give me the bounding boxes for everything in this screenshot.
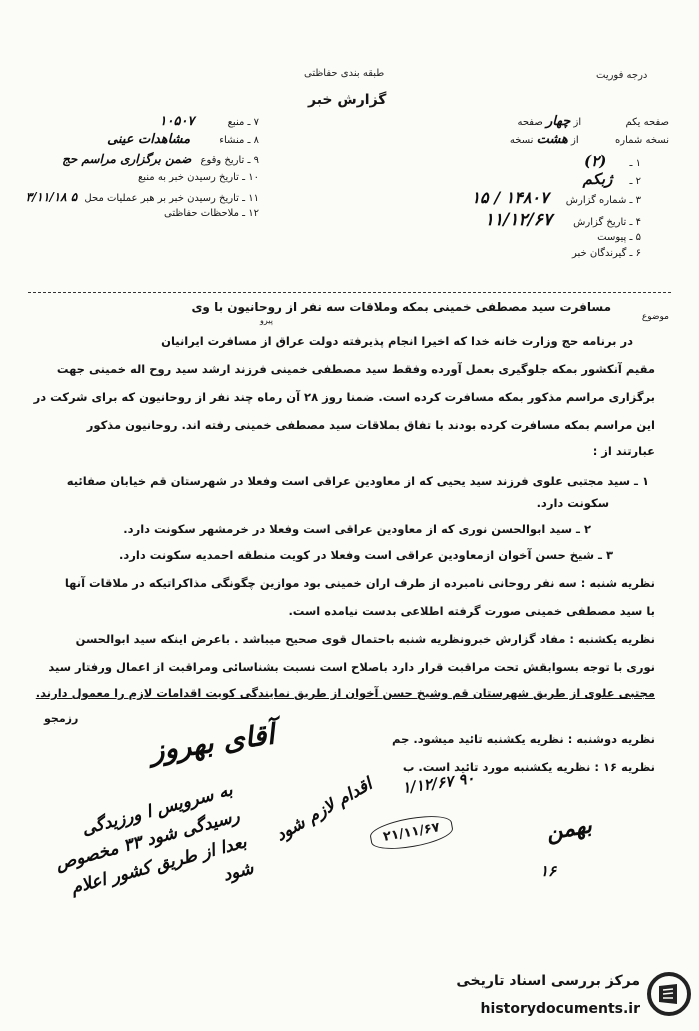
list-item: ۲ ـ سید ابوالحسن نوری که از معاودین عراقی است وفعلا در خرمشهر سکونت دارد. xyxy=(123,522,591,536)
classification-label: طبقه بندی حفاظتی xyxy=(304,68,385,79)
priority-label: درجه فوریت xyxy=(596,70,648,81)
list-item: سکونت دارد. xyxy=(536,496,609,510)
initials-rzmjoo: رزمجو xyxy=(44,712,79,725)
commentary-line: مجتبی علوی از طریق شهرستان قم وشیخ حسن آخوان از طریق نمایندگی کویت اقدامات لازم را معمول دارند. xyxy=(35,686,655,700)
handwritten-note: به سرویس ا ورزیدگی رسیدگی شود ۳۳ مخصوص بعدا از طریق کشور اعلام شود xyxy=(53,780,256,899)
field-source: ۷ ـ منبع ۱۰۵۰۷ xyxy=(159,114,259,129)
field-2: ۲ ـ ژبکم xyxy=(582,170,641,188)
subject-note: پیرو xyxy=(260,316,273,325)
field-news-to-source: ۱۰ ـ تاریخ رسیدن خبر به منبع xyxy=(137,172,259,183)
commentary-line: با سید مصطفی خمینی صورت گرفته اطلاعی بدست نیامده است. xyxy=(288,604,655,618)
opinion-monday: نظریه دوشنبه : نظریه یکشنبه تائید میشود. جم xyxy=(392,732,655,746)
list-item: ۱ ـ سید مجتبی علوی فرزند سید یحیی که از معاودین عراقی است وفعلا در شهرستان قم خیابان صفائیه xyxy=(66,474,649,488)
body-line: عبارتند از : xyxy=(592,444,655,458)
archive-url[interactable]: historydocuments.ir xyxy=(480,1001,640,1017)
handwritten-note-right: اقدام لازم شود xyxy=(272,774,376,846)
commentary-line: نظریه شنبه : سه نفر روحانی نامبرده از طرف اران خمینی بود موازین چگونگی مذاکراتیکه در ملاقات آنها xyxy=(64,576,655,590)
field-recipients: ۶ ـ گیرندگان خبر xyxy=(571,248,641,259)
field-report-number: ۳ ـ شماره گزارش ۱۴۸۰۷ / ۱۵ xyxy=(471,188,641,207)
commentary-line: نوری با توجه بسوابقش تحت مراقبت قرار دارد باصلاح است نسبت بشناسائی ومراقبت از اعمال ورفتار سید xyxy=(48,660,655,674)
archive-footer xyxy=(408,965,698,1031)
archive-logo-icon xyxy=(646,971,692,1017)
field-page-count: صفحه یکم از چهار صفحه xyxy=(517,114,669,129)
archive-name: مرکز بررسی اسناد تاریخی xyxy=(456,973,640,989)
report-title: گزارش خبر xyxy=(308,92,387,108)
field-attachment: ۵ ـ پیوست xyxy=(597,232,641,243)
field-event-date: ۹ ـ تاریخ وقوع ضمن برگزاری مراسم حج xyxy=(62,152,259,166)
list-item: ۳ ـ شیخ حسن آخوان ازمعاودین عراقی است وفعلا در کویت منطقه احمدیه سکونت دارد. xyxy=(119,548,613,562)
opinion-sixteen: نظریه ۱۶ : نظریه یکشنبه مورد تائید است. ب xyxy=(402,760,655,774)
commentary-line: نظریه یکشنبه : مفاد گزارش خبرونظریه شنبه باحتمال قوی صحیح میباشد . باعرض اینکه سید ابوالحسن xyxy=(75,632,655,646)
handwritten-number: ۱۶ xyxy=(540,862,557,880)
body-line: برگزاری مراسم مذکور بمکه مسافرت کرده است. ضمنا روز ۲۸ آن رماه چند نفر از روحانیون که برای شرکت در xyxy=(33,390,655,404)
opinion-date-note: ۹۰ ۱/۱۲/۶۷ xyxy=(401,769,476,797)
body-line: مقیم آنکشور بمکه جلوگیری بعمل آورده وفقط سید مصطفی خمینی فرزند ارشد سید روح اله خمینی جهت xyxy=(56,362,655,376)
subject-label: موضوع xyxy=(641,312,669,322)
field-copy-number: نسخه شماره از هشت نسخه xyxy=(509,132,669,147)
field-origin: ۸ ـ منشاء مشاهدات عینی xyxy=(107,132,259,147)
date-stamp: ۲۱/۱۱/۶۷ xyxy=(368,811,455,854)
field-security-notes: ۱۲ ـ ملاحظات حفاظتی xyxy=(164,208,259,219)
body-line: در برنامه حج وزارت خانه خدا که اخیرا انجام پذیرفته دولت عراق از مسافرت ایرانیان xyxy=(161,334,633,348)
handwritten-initials: بهمن xyxy=(544,812,594,846)
handwritten-signature: آقای بهروز xyxy=(148,717,277,768)
subject-text: مسافرت سید مصطفی خمینی بمکه وملاقات سه نفر از روحانیون با وی xyxy=(191,300,611,314)
header-separator xyxy=(28,292,671,293)
field-report-date: ۴ ـ تاریخ گزارش ۱۱/۱۲/۶۷ xyxy=(484,210,641,230)
body-line: این مراسم بمکه مسافرت کرده بودند با تفاق بملاقات سید مصطفی خمینی رفته اند. روحانیون مذکور xyxy=(86,418,655,432)
field-1: ۱ ـ (۲) xyxy=(584,152,641,170)
field-news-to-ops: ۱۱ ـ تاریخ رسیدن خبر بر هبر عملیات محل ۵ ۳/۱۱/۱۸ xyxy=(25,190,259,204)
